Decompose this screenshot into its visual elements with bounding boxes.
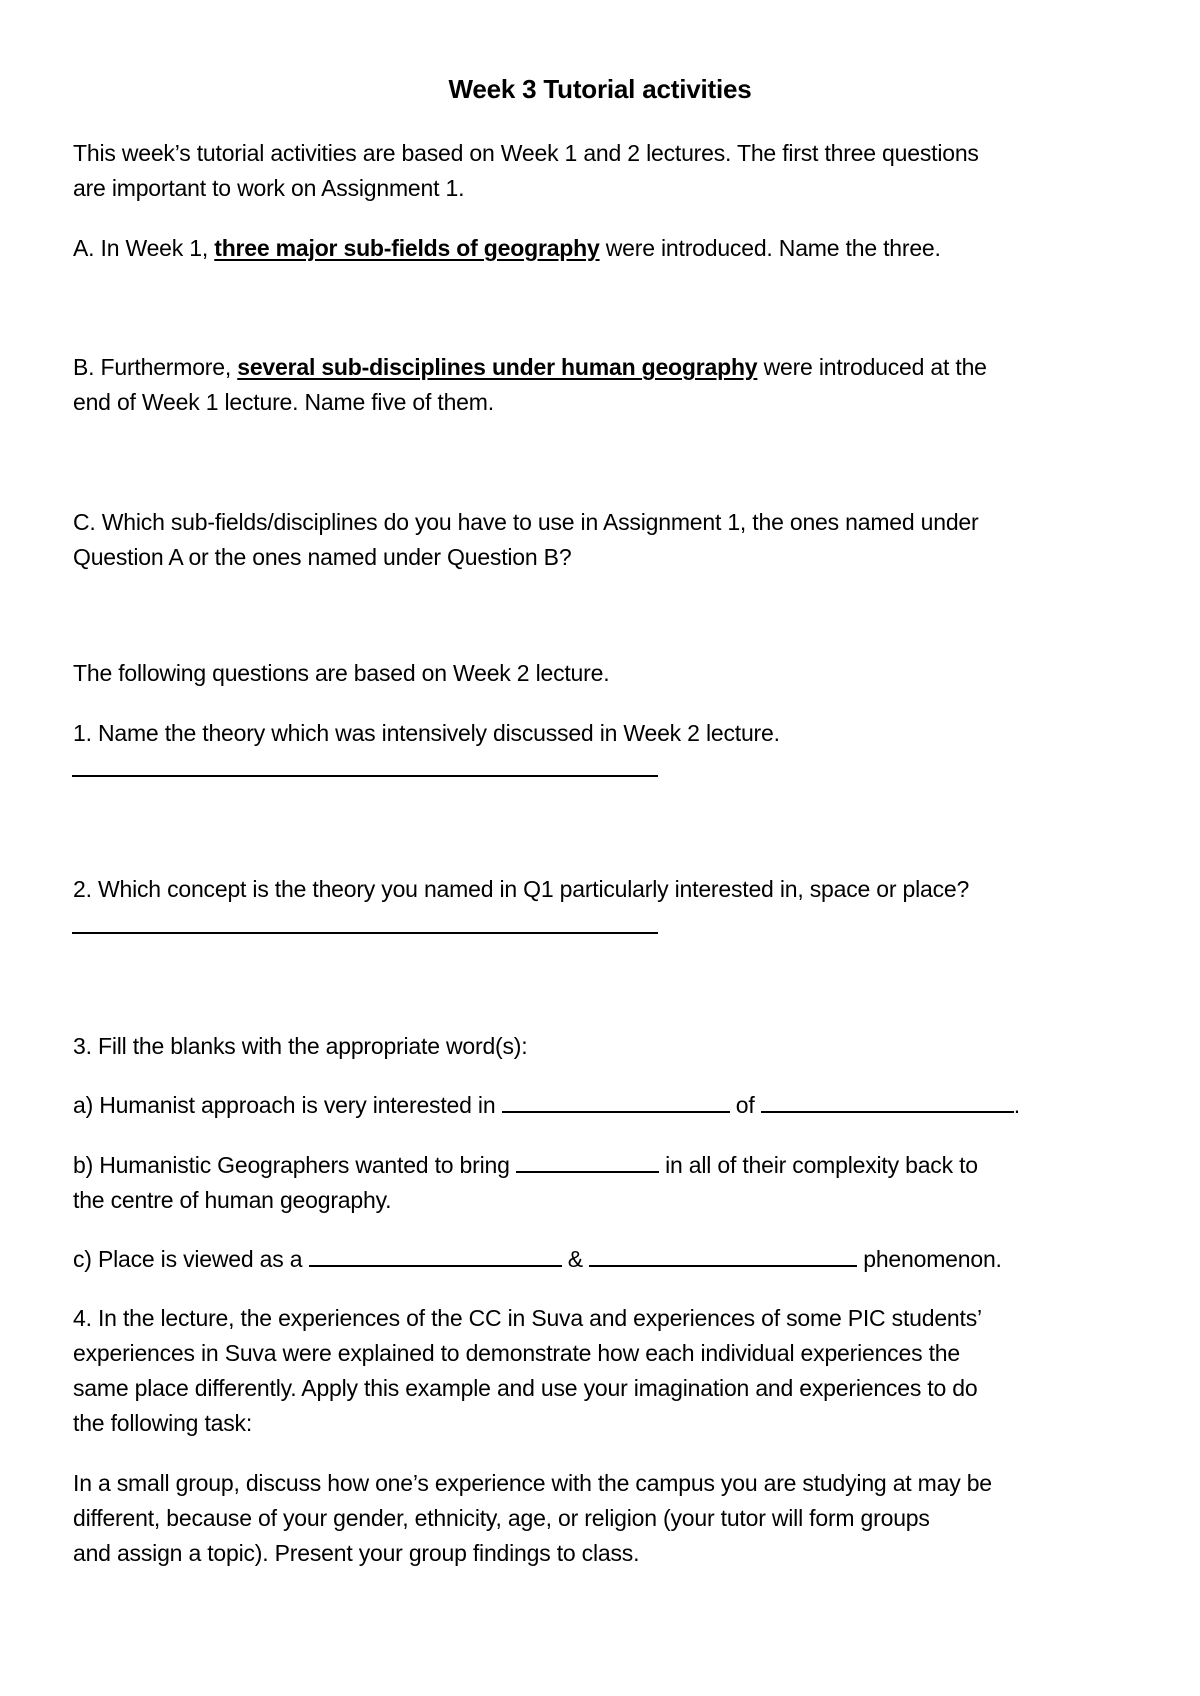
question-3a-text: a) Humanist approach is very interested in — [73, 1092, 502, 1118]
intro-line-2: are important to work on Assignment 1. — [73, 175, 465, 201]
question-a-text: A. In Week 1, — [73, 235, 215, 261]
page-title: Week 3 Tutorial activities — [448, 74, 752, 104]
question-3c-end: phenomenon. — [857, 1246, 1002, 1272]
question-c-line-2: Question A or the ones named under Question B? — [73, 544, 572, 570]
question-3-intro: 3. Fill the blanks with the appropriate word(s): — [73, 1033, 528, 1059]
question-4-line-2: experiences in Suva were explained to demonstrate how each individual experiences the — [73, 1340, 960, 1366]
blank-3c-2[interactable] — [589, 1243, 857, 1267]
question-2: 2. Which concept is the theory you named in Q1 particularly interested in, space or place? — [73, 876, 970, 902]
question-b-text-end: were introduced at the — [757, 354, 987, 380]
question-1: 1. Name the theory which was intensively discussed in Week 2 lecture. — [73, 720, 780, 746]
task-line-2: different, because of your gender, ethnicity, age, or religion (your tutor will form groups — [73, 1505, 930, 1531]
question-4-line-1: 4. In the lecture, the experiences of the CC in Suva and experiences of some PIC students’ — [73, 1305, 982, 1331]
question-3b-text: b) Humanistic Geographers wanted to bring — [73, 1152, 516, 1178]
question-b-emphasis: several sub-disciplines under human geography — [237, 354, 758, 380]
question-3a-of: of — [729, 1092, 761, 1118]
question-3c-text: c) Place is viewed as a — [73, 1246, 309, 1272]
blank-3c-1[interactable] — [309, 1243, 562, 1267]
answer-line-1[interactable] — [72, 775, 658, 777]
task-line-1: In a small group, discuss how one’s experience with the campus you are studying at may be — [73, 1470, 992, 1496]
question-3b — [73, 1148, 978, 1182]
week2-intro: The following questions are based on Week 2 lecture. — [73, 660, 610, 686]
question-b-text: B. Furthermore, — [73, 354, 238, 380]
task-line-3: and assign a topic). Present your group findings to class. — [73, 1540, 640, 1566]
intro-line-1: This week’s tutorial activities are based on Week 1 and 2 lectures. The first three questions — [73, 140, 979, 166]
blank-3a-2[interactable] — [761, 1089, 1014, 1113]
question-3a-end: . — [1013, 1092, 1020, 1118]
question-b — [73, 350, 987, 384]
question-b-line-2: end of Week 1 lecture. Name five of them. — [73, 389, 494, 415]
question-a-text-end: were introduced. Name the three. — [599, 235, 941, 261]
question-3c — [73, 1242, 1002, 1276]
blank-3a-1[interactable] — [502, 1089, 730, 1113]
question-3c-amp: & — [561, 1246, 590, 1272]
question-a — [73, 231, 941, 265]
question-c-line-1: C. Which sub-fields/disciplines do you have to use in Assignment 1, the ones named under — [73, 509, 979, 535]
question-3b-line-2: the centre of human geography. — [73, 1187, 392, 1213]
question-a-emphasis: three major sub-fields of geography — [214, 235, 600, 261]
blank-3b[interactable] — [516, 1149, 659, 1173]
question-3a — [73, 1088, 1020, 1122]
question-4-line-4: the following task: — [73, 1410, 253, 1436]
question-4-line-3: same place differently. Apply this example and use your imagination and experiences to do — [73, 1375, 978, 1401]
question-3b-text-end: in all of their complexity back to — [658, 1152, 978, 1178]
answer-line-2[interactable] — [72, 932, 658, 934]
